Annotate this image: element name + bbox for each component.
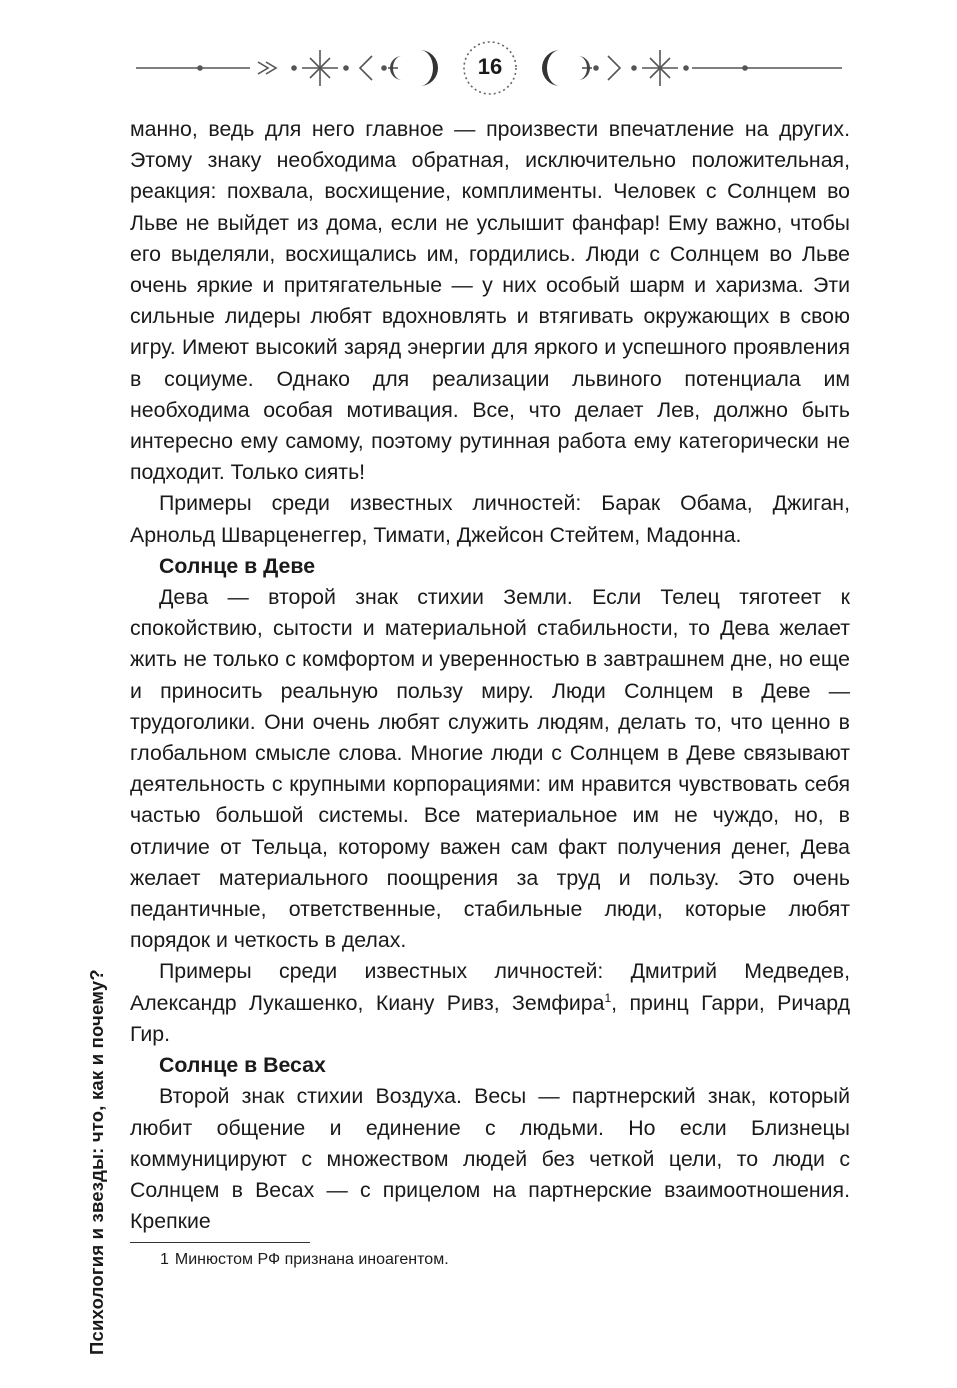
paragraph: Примеры среди известных личностей: Барак Обама, Джиган, Арнольд Шварценеггер, Тимати, Джейсон Стейтем, Мадонна. [130,491,850,547]
footnote-ref[interactable]: 1 [604,990,612,1005]
footnote-divider [130,1242,310,1243]
page-number: 16 [477,54,503,79]
paragraph-text: Примеры среди известных личностей: Дмитрий Медведев, Александр Лукашенко, Киану Ривз, Земфира [130,959,850,1015]
footnote [160,1248,449,1272]
section-heading-libra: Солнце в Весах [159,1053,326,1078]
footnote-text: Минюстом РФ признана иноагентом. [174,1251,449,1268]
main-text [130,114,850,1237]
page-header [0,28,957,108]
running-side-title: Психология и звезды: что, как и почему? [86,969,107,1355]
paragraph: Дева — второй знак стихии Земли. Если Телец тяготеет к спокойствию, сытости и материальной стабильности, то Дева желает жить не только с комфортом и уверенностью в завтрашнем дне, но еще и приносить реальную пользу миру. Люди Солнцем в Деве — трудоголики. Они очень любят служить людям, делать то, что ценно в глобальном смысле слова. Многие люди с Солнцем в Деве связывают деятельность с крупными корпорациями: им нравится чувствовать себя частью большой системы. Все материальное им не чуждо, но, в отличие от Тельца, которому важен сам факт получения денег, Дева желает материального поощрения за труд и пользу. Это очень педантичные, ответственные, стабильные люди, которые любят порядок и четкость в делах. [130,585,850,953]
paragraph-text: , принц Гарри, Ричард Гир. [130,990,850,1046]
paragraph: Второй знак стихии Воздуха. Весы — партнерский знак, который любит общение и единение с людьми. Но если Близнецы коммуницируют с множеством людей без четкой цели, то люди с Солнцем в Весах — с прицелом на партнерские взаимоотношения. Крепкие [130,1084,850,1234]
section-heading-virgo: Солнце в Деве [159,553,316,578]
paragraph: манно, ведь для него главное — произвести впечатление на других. Этому знаку необходима обратная, исключительно положительная, реакция: похвала, восхищение, комплименты. Человек с Солнцем во Льве не выйдет из дома, если не услышит фанфар! Ему важно, чтобы его выделяли, восхищались им, гордились. Люди с Солнцем во Льве очень яркие и притягательные — у них особый шарм и харизма. Эти сильные лидеры любят вдохновлять и втягивать окружающих в свою игру. Имеют высокий заряд энергии для яркого и успешного проявления в социуме. Однако для реализации львиного потенциала им необходима особая мотивация. Все, что делает Лев, должно быть интересно ему самому, поэтому рутинная работа ему категорически не подходит. Только сиять! [130,117,850,485]
footnote-number: 1 [160,1251,169,1268]
paragraph [130,956,850,1050]
